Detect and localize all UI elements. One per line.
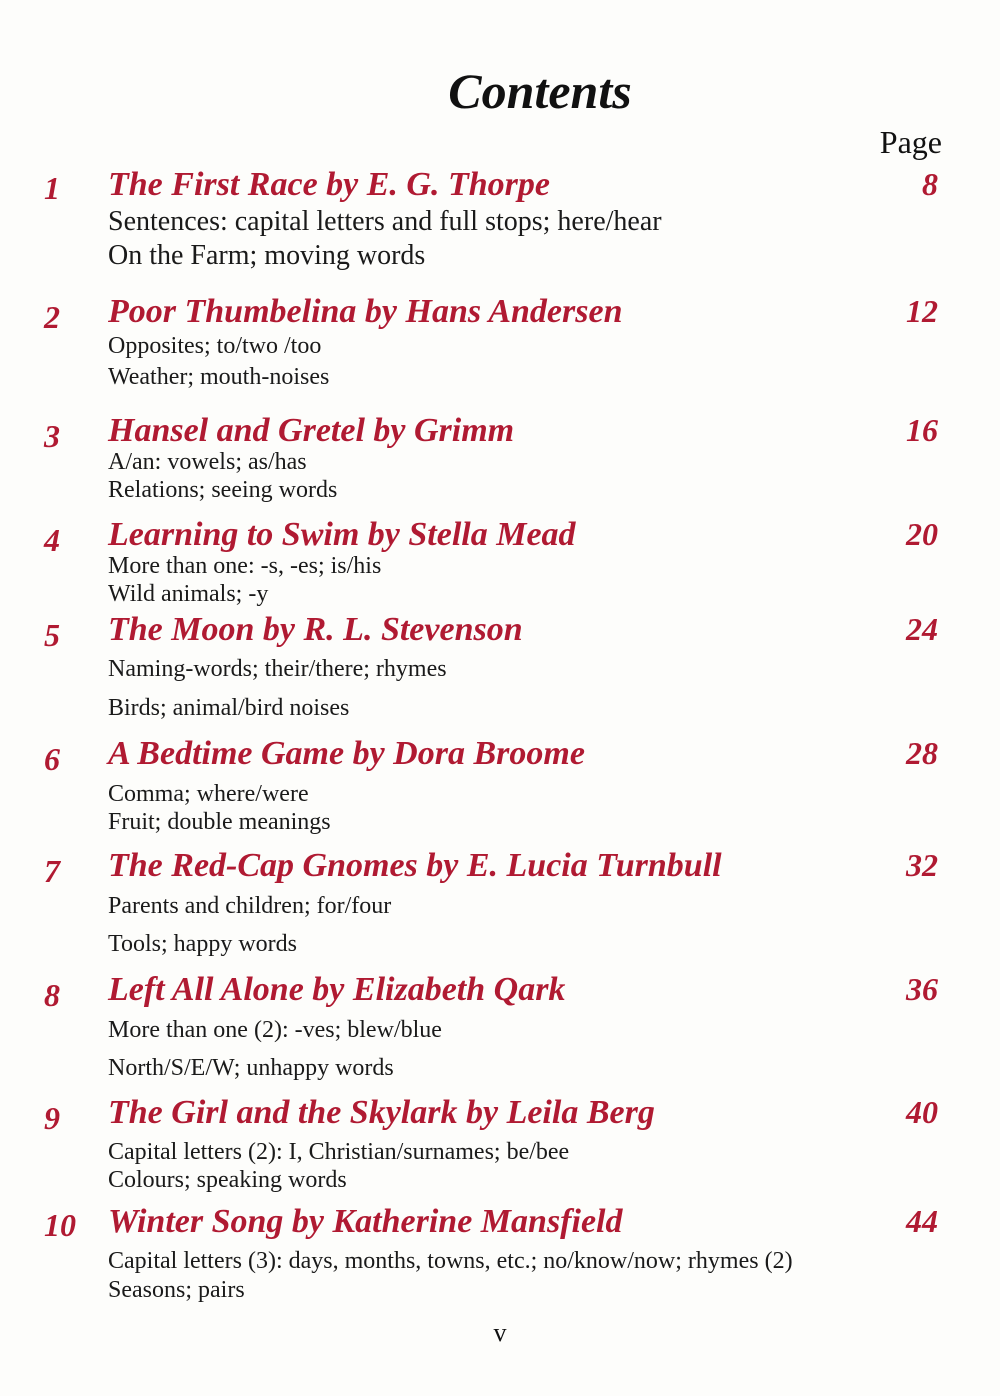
entry-topic-line: Capital letters (2): I, Christian/surnames; be/bee bbox=[108, 1139, 570, 1165]
footer-page-number: v bbox=[493, 1318, 507, 1347]
entry-number: 1 bbox=[44, 170, 60, 206]
entry-topic-line: More than one: -s, -es; is/his bbox=[108, 553, 382, 579]
entry-topic-line: Weather; mouth-noises bbox=[108, 364, 330, 390]
entry-topic-line: Comma; where/were bbox=[108, 781, 309, 807]
entry-number: 9 bbox=[44, 1100, 60, 1136]
entry-title[interactable]: Hansel and Gretel by Grimm bbox=[108, 412, 515, 449]
entry-title[interactable]: A Bedtime Game by Dora Broome bbox=[108, 735, 585, 772]
entry-number: 5 bbox=[44, 617, 60, 653]
entry-title[interactable]: Left All Alone by Elizabeth Qark bbox=[108, 971, 566, 1008]
entry-topic-line: Relations; seeing words bbox=[108, 477, 338, 503]
entry-page-number: 32 bbox=[906, 847, 938, 883]
entry-number: 7 bbox=[44, 853, 60, 889]
entry-topic-line: Capital letters (3): days, months, towns, etc.; no/know/now; rhymes (2) bbox=[108, 1248, 793, 1274]
entry-number: 2 bbox=[44, 299, 60, 335]
entry-page-number: 40 bbox=[906, 1094, 938, 1130]
entry-topic-line: Sentences: capital letters and full stops; here/hear bbox=[108, 206, 662, 237]
entry-title[interactable]: The Red-Cap Gnomes by E. Lucia Turnbull bbox=[108, 847, 722, 884]
page-title: Contents bbox=[448, 63, 632, 119]
entry-topic-line: Colours; speaking words bbox=[108, 1167, 347, 1193]
entry-page-number: 36 bbox=[906, 971, 938, 1007]
entry-number: 3 bbox=[44, 418, 60, 454]
entry-title[interactable]: The Girl and the Skylark by Leila Berg bbox=[108, 1094, 655, 1131]
entry-topic-line: Wild animals; -y bbox=[108, 581, 269, 607]
entry-page-number: 8 bbox=[922, 166, 938, 202]
page-column-header: Page bbox=[879, 124, 942, 160]
entry-topic-line: On the Farm; moving words bbox=[108, 240, 426, 271]
entry-topic-line: Birds; animal/bird noises bbox=[108, 695, 350, 721]
entry-topic-line: Parents and children; for/four bbox=[108, 893, 392, 919]
entry-number: 10 bbox=[44, 1207, 76, 1243]
entry-title[interactable]: The First Race by E. G. Thorpe bbox=[108, 166, 550, 203]
entry-number: 8 bbox=[44, 977, 60, 1013]
entry-page-number: 12 bbox=[906, 293, 938, 329]
entry-topic-line: Tools; happy words bbox=[108, 931, 297, 957]
entry-topic-line: A/an: vowels; as/has bbox=[108, 449, 307, 475]
entry-page-number: 44 bbox=[906, 1203, 938, 1239]
entry-page-number: 20 bbox=[906, 516, 938, 552]
entry-topic-line: Seasons; pairs bbox=[108, 1277, 245, 1303]
entry-title[interactable]: Winter Song by Katherine Mansfield bbox=[108, 1203, 623, 1240]
entry-page-number: 24 bbox=[906, 611, 938, 647]
entry-topic-line: Fruit; double meanings bbox=[108, 809, 331, 835]
entry-title[interactable]: Poor Thumbelina by Hans Andersen bbox=[108, 293, 623, 330]
entry-topic-line: Opposites; to/two /too bbox=[108, 333, 322, 359]
entry-title[interactable]: Learning to Swim by Stella Mead bbox=[108, 516, 576, 553]
entry-number: 4 bbox=[44, 522, 60, 558]
entry-topic-line: Naming-words; their/there; rhymes bbox=[108, 656, 447, 682]
entry-title[interactable]: The Moon by R. L. Stevenson bbox=[108, 611, 523, 648]
entry-topic-line: North/S/E/W; unhappy words bbox=[108, 1055, 394, 1081]
entry-page-number: 16 bbox=[906, 412, 938, 448]
entry-number: 6 bbox=[44, 741, 60, 777]
entry-page-number: 28 bbox=[906, 735, 938, 771]
entry-topic-line: More than one (2): -ves; blew/blue bbox=[108, 1017, 442, 1043]
